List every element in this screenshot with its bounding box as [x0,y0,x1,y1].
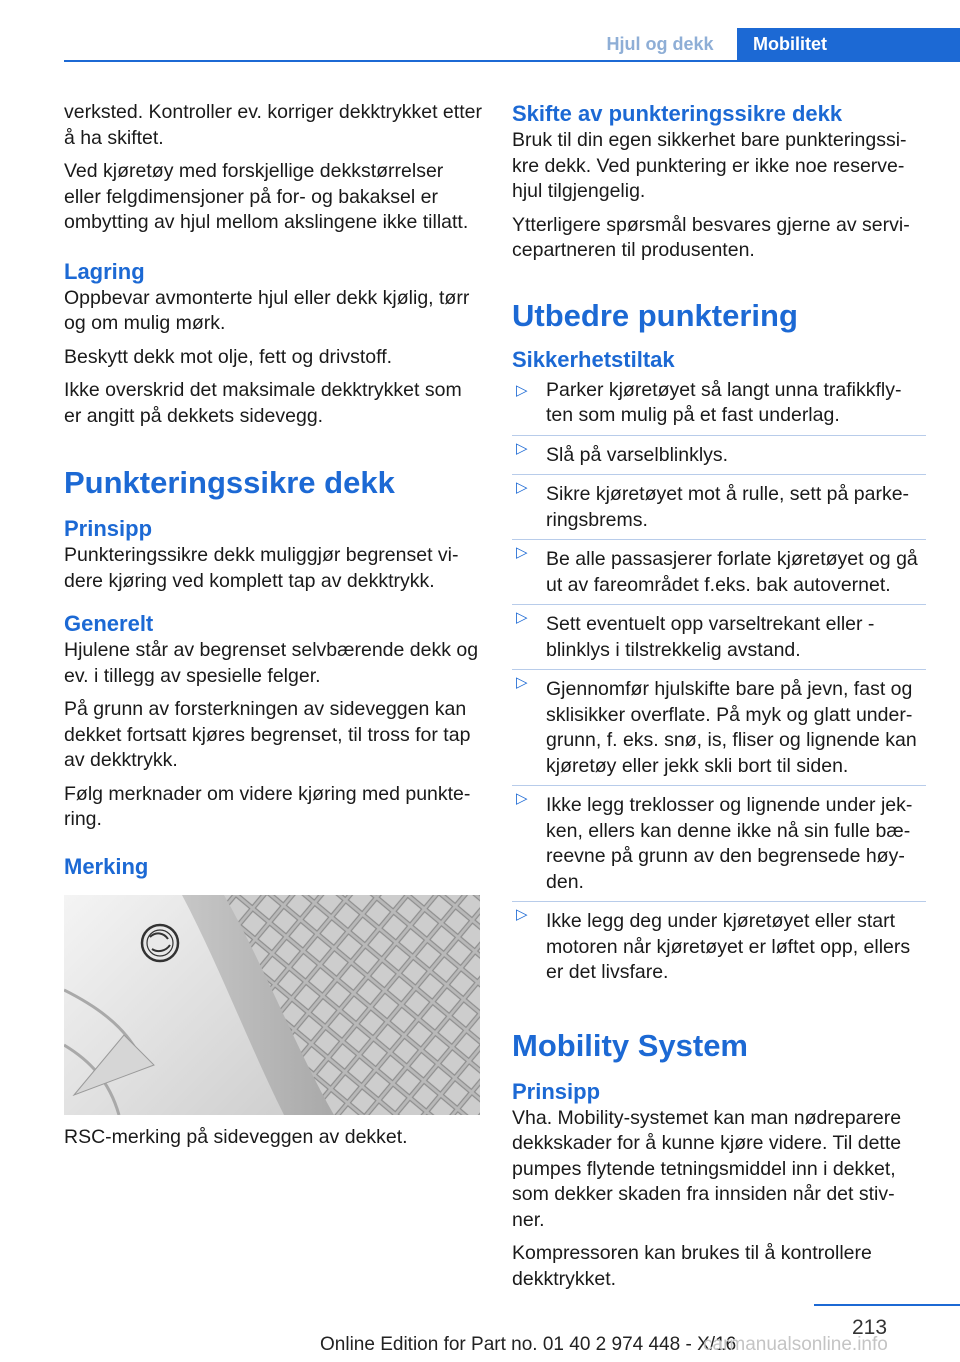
paragraph: Hjulene står av begrenset selvbærende dekk og ev. i tillegg av spesielle felger. [64,639,479,687]
paragraph: Ved kjøretøy med forskjellige dekkstørrelser eller felgdimensjoner på for- og bakaksel er ombytting av hjul mellom akslingene ikke tillatt. [64,160,469,233]
triangle-right-icon: ▷ [516,906,528,923]
triangle-right-icon: ▷ [516,609,528,626]
paragraph: Punkteringssikre dekk muliggjør begrenset vi-dere kjøring ved komplett tap av dekktrykk. [64,544,459,592]
triangle-right-icon: ▷ [516,439,528,457]
list-item: ▷ Ikke legg deg under kjøretøyet eller start motoren når kjøretøyet er løftet opp, ellers er det livsfare. [512,901,926,986]
tire-rsc-figure [64,895,480,1115]
heading-mobility-system: Mobility System [512,1027,748,1063]
heading-lagring: Lagring [64,258,145,284]
triangle-right-icon: ▷ [516,544,528,561]
left-column [64,100,482,1158]
list-item: ▷ Slå på varselblinklys. [512,435,926,469]
heading-skifte: Skifte av punkteringssikre dekk [512,101,843,126]
edition-footer: Online Edition for Part no. 01 40 2 974 448 - X/16 [320,1334,737,1355]
heading-generelt: Generelt [64,611,154,636]
paragraph: På grunn av forsterkningen av sideveggen kan dekket fortsatt kjøres begrenset, til tross for tap av dekktrykk. [64,698,471,771]
list-item: ▷ Sikre kjøretøyet mot å rulle, sett på parke-ringsbrems. [512,474,926,533]
heading-prinsipp: Prinsipp [64,516,153,541]
paragraph: Kompressoren kan brukes til å kontrollere dekktrykket. [512,1242,872,1290]
heading-prinsipp: Prinsipp [512,1078,601,1104]
paragraph: Beskytt dekk mot olje, fett og drivstoff. [64,345,393,368]
list-item: ▷ Ikke legg treklosser og lignende under jek-ken, ellers kan denne ikke nå sin fulle bæ-reevne på grunn av den begrensede høy-den. [512,785,926,895]
paragraph: Oppbevar avmonterte hjul eller dekk kjølig, tørr og om mulig mørk. [64,286,470,334]
list-item: ▷ Be alle passasjerer forlate kjøretøyet og gå ut av fareområdet f.eks. bak autovernet. [512,539,926,598]
triangle-right-icon: ▷ [516,479,528,496]
header-chapter-tab[interactable]: Mobilitet [737,28,960,62]
heading-utbedre-punktering: Utbedre punktering [512,297,798,333]
paragraph: Bruk til din egen sikkerhet bare punkteringssi-kre dekk. Ved punktering er ikke noe reserve-hjul tilgjengelig. [512,129,907,202]
figure-caption: RSC-merking på sideveggen av dekket. [64,1125,408,1148]
header-rule [64,60,960,62]
page-number: 213 [852,1316,888,1339]
triangle-right-icon: ▷ [516,790,528,807]
paragraph: Vha. Mobility-systemet kan man nødreparere dekkskader for å kunne kjøre videre. Til dette pumpes flytende tetningsmiddel inn i dekket, som dekker skaden fra innsiden når det stiv-ner. [512,1106,902,1231]
safety-list [512,378,926,986]
right-column [512,100,926,1300]
triangle-right-icon: ▷ [516,674,528,691]
watermark[interactable]: carmanualsonline.info [703,1334,888,1355]
triangle-right-icon: ▷ [516,381,528,399]
list-item: ▷ Gjennomfør hjulskifte bare på jevn, fast og sklisikker overflate. På myk og glatt under-grunn, f. eks. snø, is, fliser og lignende kan kjøretøy eller jekk skli bort til siden. [512,669,926,779]
list-item: ▷ Sett eventuelt opp varseltrekant eller -blinklys i tilstrekkelig avstand. [512,604,926,663]
paragraph: Følg merknader om videre kjøring med punkte-ring. [64,782,471,830]
paragraph: Ytterligere spørsmål besvares gjerne av servi-cepartneren til produsenten. [512,213,910,261]
list-item: ▷ Parker kjøretøyet så langt unna trafikkfly-ten som mulig på et fast underlag. [516,378,902,426]
heading-sikkerhetstiltak: Sikkerhetstiltak [512,346,675,372]
paragraph: verksted. Kontroller ev. korriger dekktrykket etter å ha skiftet. [64,101,482,149]
header-section-tab[interactable]: Hjul og dekk [606,34,714,54]
heading-merking: Merking [64,853,149,879]
heading-punkteringssikre-dekk: Punkteringssikre dekk [64,465,395,500]
paragraph: Ikke overskrid det maksimale dekktrykket som er angitt på dekkets sidevegg. [64,379,462,427]
page-number-rule [814,1304,960,1306]
